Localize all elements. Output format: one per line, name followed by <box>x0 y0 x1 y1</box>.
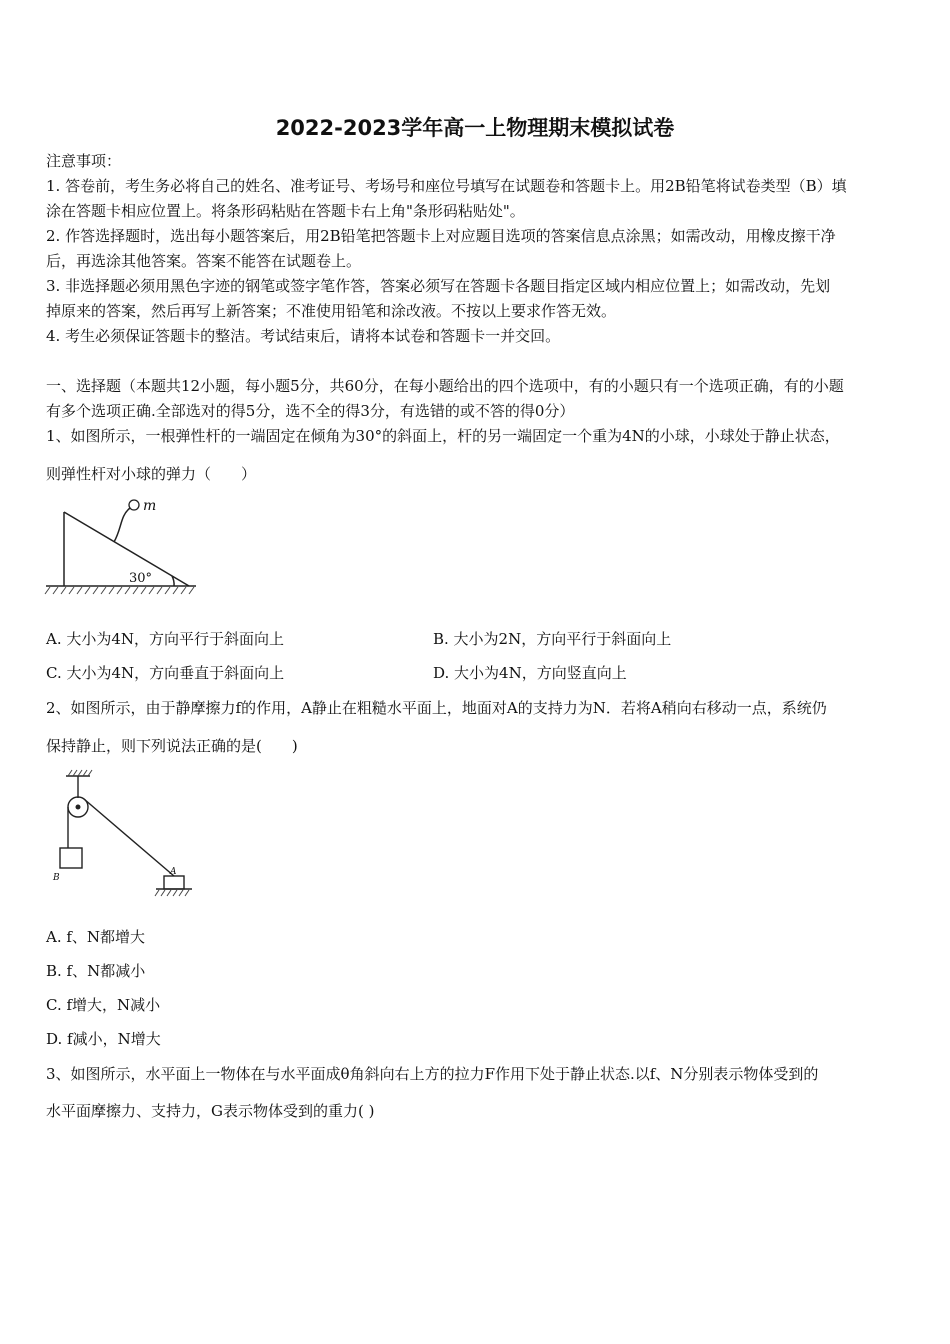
ball-icon <box>129 500 139 510</box>
section-heading: 有多个选项正确.全部选对的得5分，选不全的得3分，有选错的或不答的得0分） <box>46 402 575 420</box>
q1-option-b[interactable]: B. 大小为2N，方向平行于斜面向上 <box>433 630 672 648</box>
notice-line: 2. 作答选择题时，选出每小题答案后，用2B铅笔把答题卡上对应题目选项的答案信息点涂黑；如需改动，用橡皮擦干净 <box>46 227 836 245</box>
notice-line: 后，再选涂其他答案。答案不能答在试题卷上。 <box>46 252 362 270</box>
pulley-axle-icon <box>76 805 81 810</box>
notice-line: 掉原来的答案，然后再写上新答案；不准使用铅笔和涂改液。不按以上要求作答无效。 <box>46 302 617 320</box>
label-a: A <box>170 867 177 877</box>
q3-stem: 3、如图所示，水平面上一物体在与水平面成θ角斜向右上方的拉力F作用下处于静止状态.以f、N分别表示物体受到的 <box>46 1065 819 1083</box>
mass-label: m <box>143 498 157 514</box>
q3-stem: 水平面摩擦力、支持力，G表示物体受到的重力( ) <box>46 1102 375 1120</box>
q1-option-c[interactable]: C. 大小为4N，方向垂直于斜面向上 <box>46 664 285 682</box>
q1-incline-figure <box>44 494 204 596</box>
q2-stem: 2、如图所示，由于静摩擦力f的作用，A静止在粗糙水平面上，地面对A的支持力为N．若将A稍向右移动一点，系统仍 <box>46 699 827 717</box>
angle-label: 30° <box>129 571 153 586</box>
q1-option-d[interactable]: D. 大小为4N，方向竖直向上 <box>433 664 627 682</box>
q2-option-a[interactable]: A. f、N都增大 <box>46 928 146 946</box>
notice-line: 涂在答题卡相应位置上。将条形码粘贴在答题卡右上角"条形码粘贴处"。 <box>46 202 525 220</box>
notice-heading: 注意事项： <box>46 152 122 170</box>
page-title: 2022-2023学年高一上物理期末模拟试卷 <box>275 116 675 140</box>
label-b: B <box>53 873 60 883</box>
q2-option-c[interactable]: C. f增大，N减小 <box>46 996 161 1014</box>
q1-stem: 1、如图所示，一根弹性杆的一端固定在倾角为30°的斜面上，杆的另一端固定一个重为4N的小球，小球处于静止状态， <box>46 427 840 445</box>
section-heading: 一、选择题（本题共12小题，每小题5分，共60分，在每小题给出的四个选项中，有的小题只有一个选项正确，有的小题 <box>46 377 844 395</box>
notice-line: 4. 考生必须保证答题卡的整洁。考试结束后，请将本试卷和答题卡一并交回。 <box>46 327 561 345</box>
block-b <box>60 848 82 868</box>
q1-option-a[interactable]: A. 大小为4N，方向平行于斜面向上 <box>46 630 285 648</box>
q2-option-d[interactable]: D. f减小，N增大 <box>46 1030 161 1048</box>
block-a <box>164 876 184 889</box>
notice-line: 1. 答卷前，考生务必将自己的姓名、准考证号、考场号和座位号填写在试题卷和答题卡上。用2B铅笔将试卷类型（B）填 <box>46 177 847 195</box>
q2-stem: 保持静止，则下列说法正确的是( ) <box>46 737 298 755</box>
q1-stem: 则弹性杆对小球的弹力（ ） <box>46 465 257 483</box>
q2-pulley-figure <box>50 768 200 898</box>
q2-option-b[interactable]: B. f、N都减小 <box>46 962 146 980</box>
notice-line: 3. 非选择题必须用黑色字迹的钢笔或签字笔作答，答案必须写在答题卡各题目指定区域内相应位置上；如需改动，先划 <box>46 277 831 295</box>
